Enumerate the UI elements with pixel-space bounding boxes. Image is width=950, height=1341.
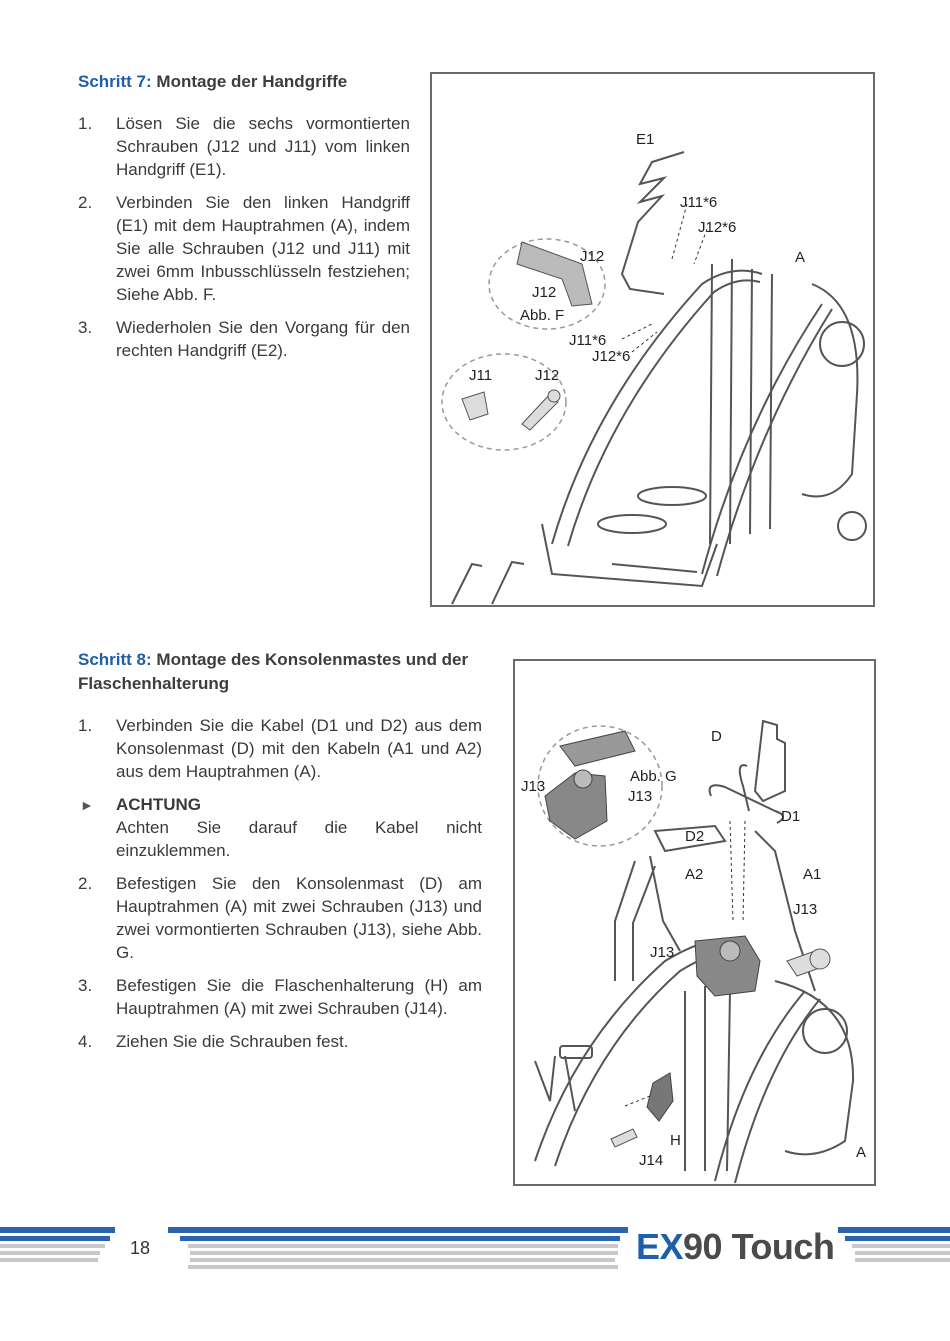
step8-section: [78, 648, 482, 1063]
page-number: 18: [130, 1238, 151, 1258]
console-mast-assembly-illustration: [515, 661, 874, 1184]
label-j11x6-top: J11*6: [680, 194, 718, 211]
step8-list: [78, 714, 482, 783]
step7-list: [78, 112, 410, 362]
label-j12x6-bottom: J12*6: [592, 348, 631, 365]
list-item: 1. Lösen Sie die sechs vormontierten Schrauben (J12 und J11) vom linken Handgriff (E1).: [78, 114, 410, 179]
list-item: 4. Ziehen Sie die Schrauben fest.: [78, 1032, 349, 1051]
list-item: 3. Wiederholen Sie den Vorgang für den rechten Handgriff (E2).: [78, 318, 410, 360]
list-item: 3. Befestigen Sie die Flaschenhalterung (H) am Hauptrahmen (A) mit zwei Schrauben (J14).: [78, 976, 482, 1018]
arrow-right-icon: ►: [80, 797, 94, 813]
list-item: 2. Verbinden Sie den linken Handgriff (E1) mit dem Hauptrahmen (A), indem Sie alle Schrauben (J12 und J11) mit zwei 6mm Inbusschlüsseln festziehen; Siehe Abb. F.: [78, 193, 410, 304]
label-abb-f: Abb. F: [520, 307, 565, 324]
label-d1: D1: [781, 808, 801, 825]
label-a1: A1: [803, 866, 822, 883]
label-a2: A2: [685, 866, 704, 883]
footer-stripes-left: [0, 1227, 115, 1262]
label-j13-bottom: J13: [650, 944, 675, 961]
step7-heading: [78, 70, 410, 94]
step7-figure: [430, 72, 875, 607]
step8-title: Montage des Konsolenmastes und der Flaschenhalterung: [78, 650, 469, 693]
note-title: ACHTUNG: [116, 795, 201, 814]
label-j12x6-top: J12*6: [698, 219, 737, 236]
note-text: Achten Sie darauf die Kabel nicht einzuklemmen.: [116, 818, 482, 860]
list-item: 1. Verbinden Sie die Kabel (D1 und D2) aus dem Konsolenmast (D) mit den Kabeln (A1 und A2) aus dem Hauptrahmen (A).: [78, 716, 482, 781]
brand-accent: EX: [636, 1226, 684, 1267]
handgrip-assembly-illustration: [432, 74, 873, 605]
label-j14: J14: [639, 1152, 664, 1169]
label-j12-b: J12: [532, 284, 557, 301]
warning-note: [78, 793, 482, 862]
label-j13-right: J13: [793, 901, 818, 918]
brand-rest: 90 Touch: [683, 1226, 835, 1267]
label-d2: D2: [685, 828, 705, 845]
step7-title: Montage der Handgriffe: [151, 72, 348, 91]
label-abb-g: Abb. G: [630, 768, 677, 785]
label-j12: J12: [535, 367, 560, 384]
list-item: 2. Befestigen Sie den Konsolenmast (D) am Hauptrahmen (A) mit zwei Schrauben (J13) und zwei vormontierten Schrauben (J13), siehe Abb. G.: [78, 874, 482, 962]
step8-heading: [78, 648, 482, 696]
label-e1: E1: [636, 131, 655, 148]
brand-logo: [636, 1226, 834, 1268]
label-a: A: [795, 249, 806, 266]
step8-label: Schritt 8:: [78, 650, 152, 669]
step8-list-continued: [78, 872, 482, 1053]
label-h: H: [670, 1132, 681, 1149]
label-j13-left: J13: [521, 778, 546, 795]
label-j11: J11: [469, 367, 493, 384]
label-d: D: [711, 728, 722, 745]
step7-section: [78, 70, 410, 372]
footer-stripes-middle: [168, 1227, 628, 1269]
label-a: A: [856, 1144, 867, 1161]
footer-stripes-right: [838, 1227, 950, 1262]
step8-figure: [513, 659, 876, 1186]
step7-label: Schritt 7:: [78, 72, 152, 91]
label-j12-a: J12: [580, 248, 605, 265]
label-j13-mid: J13: [628, 788, 653, 805]
label-j11x6-bottom: J11*6: [569, 332, 607, 349]
